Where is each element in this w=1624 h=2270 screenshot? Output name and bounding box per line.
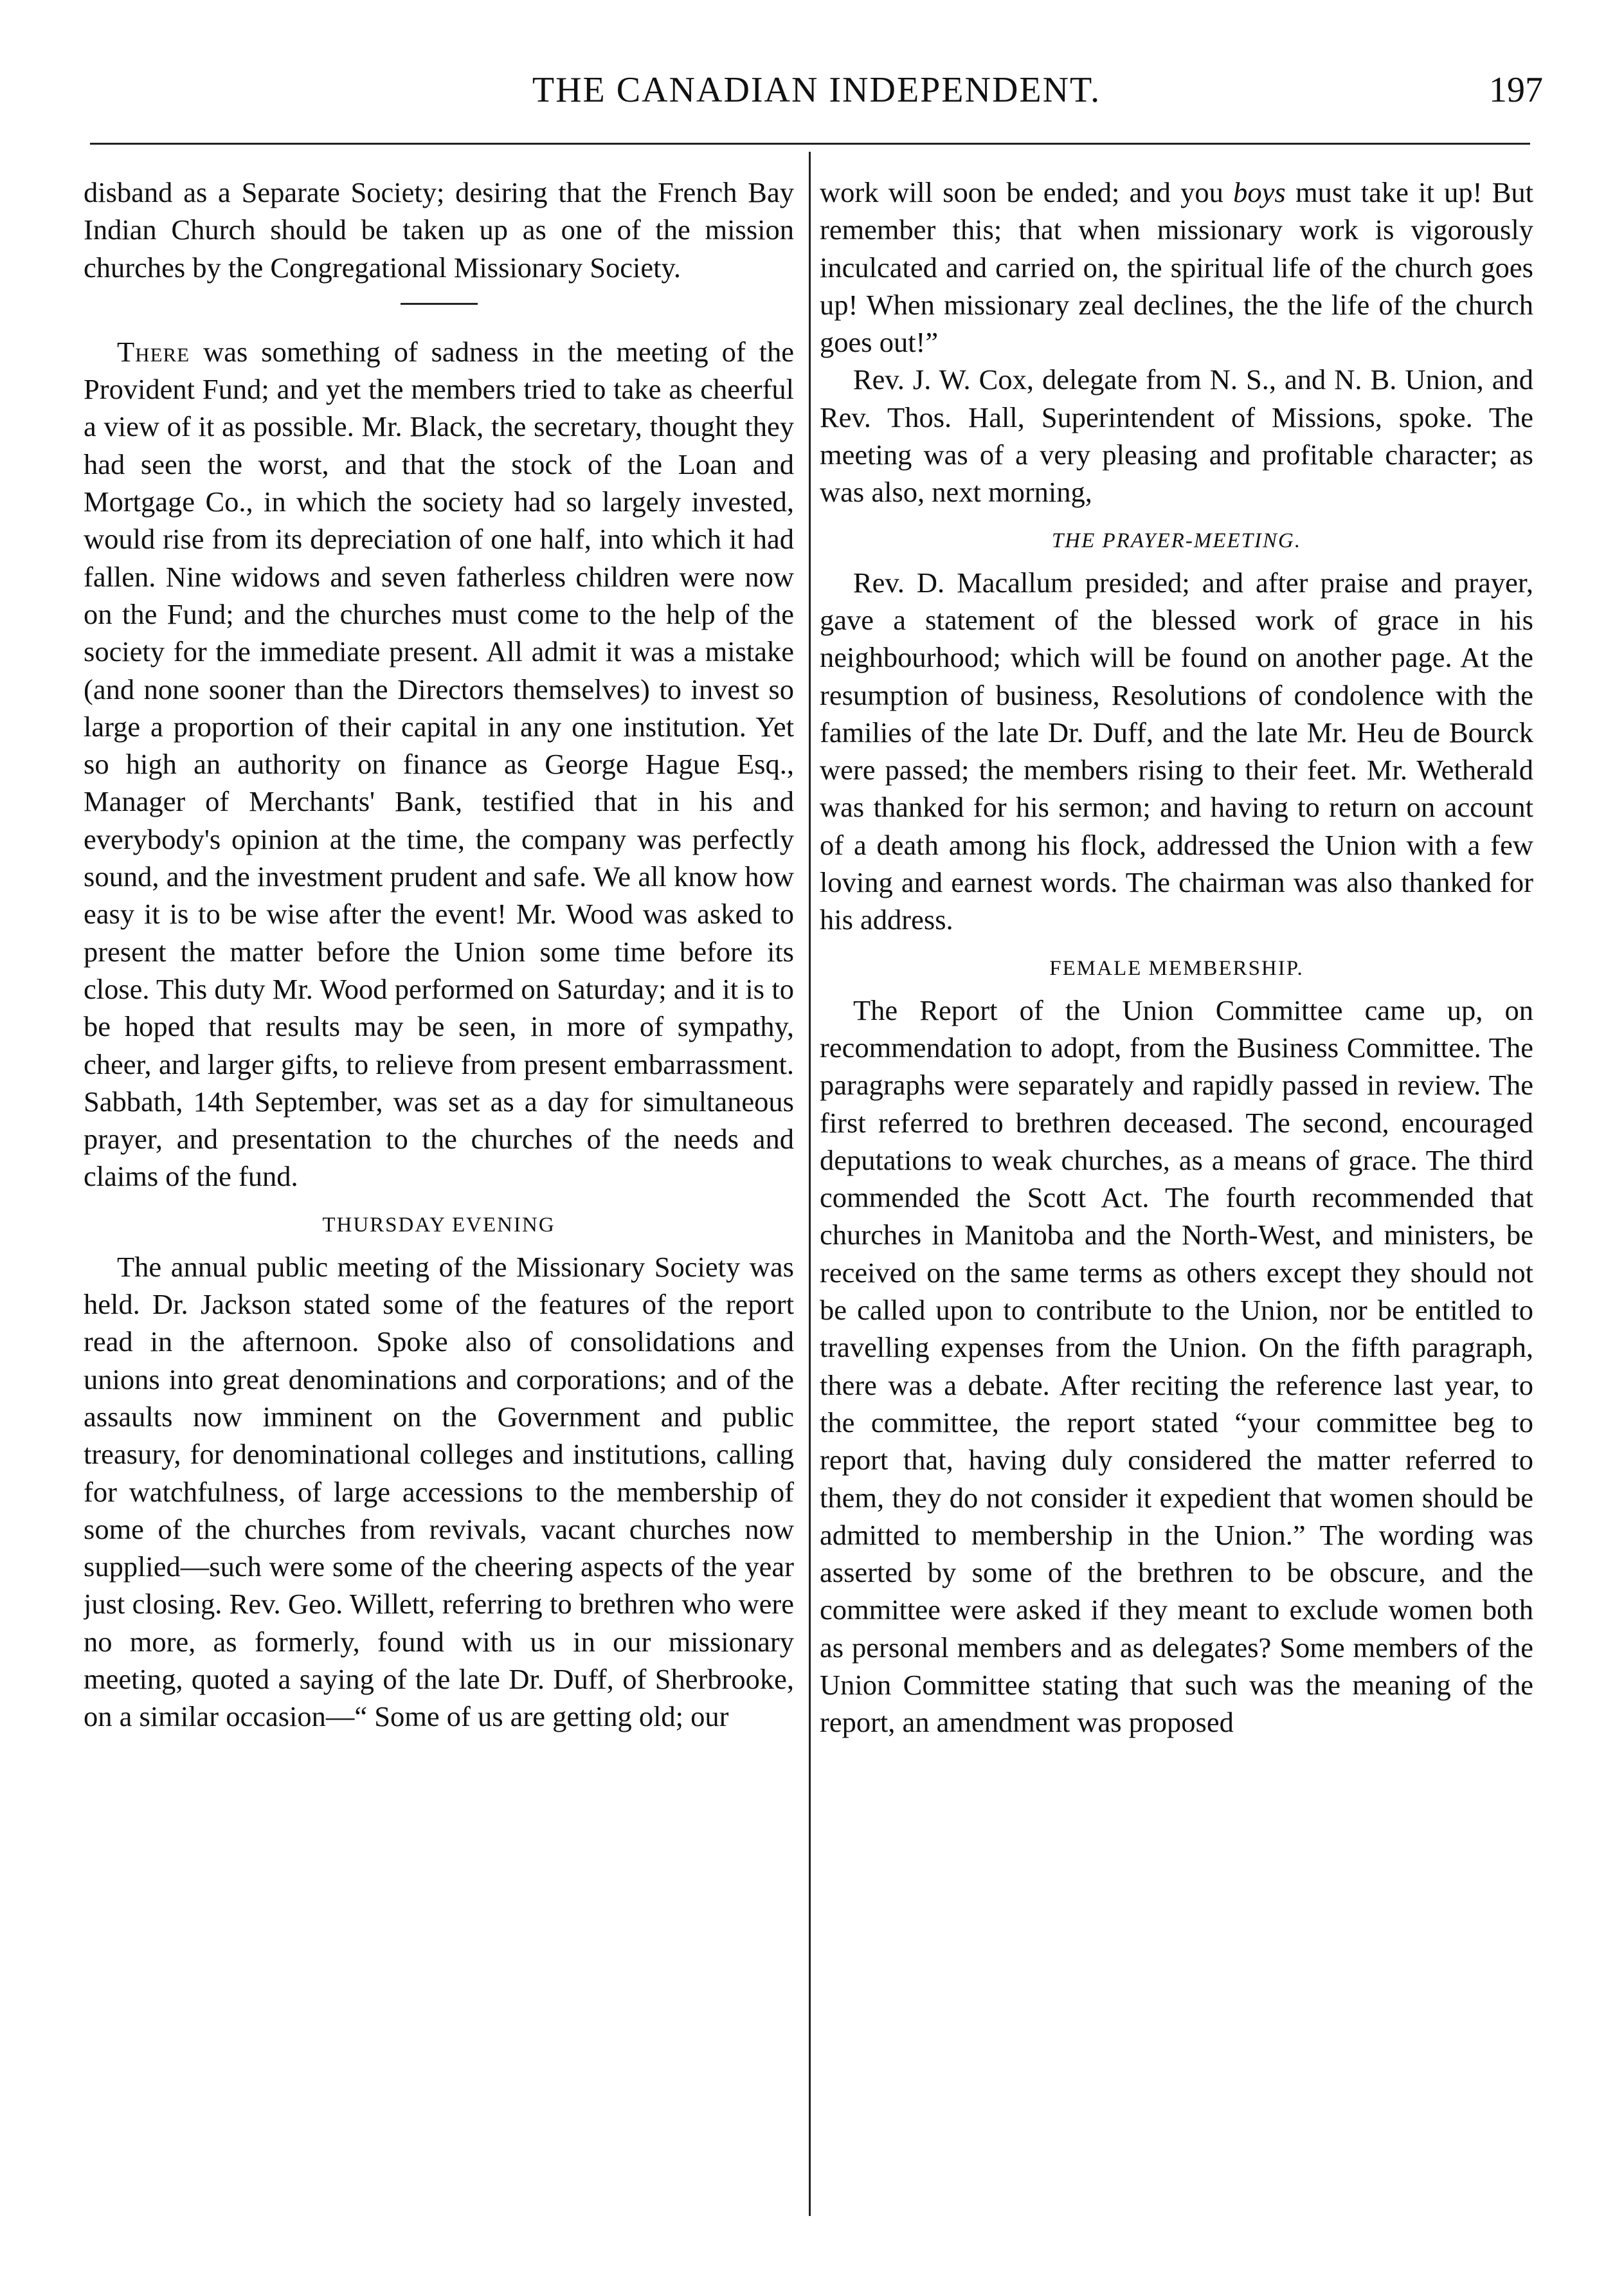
paragraph-delegates: Rev. J. W. Cox, delegate from N. S., and N. B. Union, and Rev. Thos. Hall, Superintendent of Missions, spoke. The meeting was of a very pleasing and profitable character; as was also, next morning, (820, 363, 1533, 509)
emphasis-boys: boys (1233, 176, 1286, 208)
left-column (84, 174, 794, 2238)
journal-title: THE CANADIAN INDEPENDENT. (532, 70, 1101, 110)
paragraph-missionary-meeting: The annual public meeting of the Missionary Society was held. Dr. Jackson stated some of the features of the report read in the afternoon. Spoke also of consolidations and unions into great denominations and corporations; and of the assaults now imminent on the Government and public treasury, for denominational colleges and institutions, calling for watchfulness, of large accessions to the membership of some of the churches from revivals, vacant churches now supplied—such were some of the cheering aspects of the year just closing. Rev. Geo. Willett, referring to brethren who were no more, as formerly, found with us in our missionary meeting, quoted a saying of the late Dr. Duff, of Sherbrooke, on a similar occasion—“ Some of us are getting old; our (84, 1250, 794, 1733)
right-column (820, 174, 1533, 2238)
paragraph-provident-fund (84, 333, 794, 1195)
heading-thursday-evening: THURSDAY EVENING (322, 1213, 555, 1237)
paragraph-missionary-work-a: work will soon be ended; and you (820, 176, 1234, 208)
section-separator-rule (401, 303, 478, 305)
heading-prayer-meeting: THE PRAYER-MEETING. (1051, 529, 1302, 552)
paragraph-prayer-meeting: Rev. D. Macallum presided; and after praise and prayer, gave a statement of the blessed work of grace in his neighbourhood; which will be found on another page. At the resumption of business, Resolutions of condolence with the families of the late Dr. Duff, and the late Mr. Heu de Bourck were passed; the members rising to their feet. Mr. Wetherald was thanked for his sermon; and having to return on account of a death among his flock, addressed the Union with a few loving and earnest words. The chairman was also thanked for his address. (820, 566, 1533, 936)
paragraph-lead-word: There (117, 335, 190, 368)
heading-female-membership: FEMALE MEMBERSHIP. (1049, 956, 1304, 980)
running-head (90, 64, 1543, 122)
column-divider (809, 152, 811, 2216)
paragraph-female-membership: The Report of the Union Committee came up, on recommendation to adopt, from the Business Committee. The paragraphs were separately and rapidly passed in review. The first referred to brethren deceased. The second, encouraged deputations to weak churches, as a means of grace. The third commended the Scott Act. The fourth recommended that churches in Manitoba and the North-West, and ministers, be received on the same terms as others except they should not be called upon to contribute to the Union, nor be entitled to travelling expenses from the Union. On the fifth paragraph, there was a debate. After reciting the reference last year, to the committee, the report stated “your committee beg to report that, having duly considered the matter referred to them, they do not consider it expedient that women should be admitted to membership in the Union.” The wording was asserted by some of the brethren to be obscure, and the committee were asked if they meant to exclude women both as personal members and as delegates? Some members of the Union Committee stating that such was the meaning of the report, an amendment was proposed (820, 994, 1533, 1739)
header-rule (90, 143, 1530, 145)
paragraph-missionary-work (820, 174, 1533, 361)
paragraph-provident-fund-text: was something of sadness in the meeting of the Provident Fund; and yet the members tried to take as cheerful a view of it as possible. Mr. Black, the secretary, thought they had seen the worst, and that the stock of the Loan and Mortgage Co., in which the society had so largely invested, would rise from its depreciation of one half, into which it had fallen. Nine widows and seven fatherless children were now on the Fund; and the churches must come to the help of the society for the immediate present. All admit it was a mistake (and none sooner than the Directors themselves) to invest so large a proportion of their capital in any one institution. Yet so high an authority on finance as George Hague Esq., Manager of Merchants' Bank, testified that in his and everybody's opinion at the time, the company was perfectly sound, and the investment prudent and safe. We all know how easy it is to be wise after the event! Mr. Wood was asked to present the matter before the Union some time before its close. This duty Mr. Wood performed on Saturday; and it is to be hoped that results may be seen, in more of sympathy, cheer, and larger gifts, to relieve from present embarrassment. Sabbath, 14th September, was set as a day for simultaneous prayer, and presentation to the churches of the needs and claims of the fund. (84, 335, 794, 1193)
paragraph-french-bay: disband as a Separate Society; desiring that the French Bay Indian Church should be taken up as one of the mission churches by the Congregational Missionary Society. (84, 176, 794, 284)
page-number: 197 (1489, 70, 1543, 110)
paragraph-missionary-work-b: must take it up! But remember this; that when missionary work is vigorously inculcated and carried on, the spiritual life of the church goes up! When missionary zeal declines, the the life of the church goes out!” (820, 176, 1533, 359)
